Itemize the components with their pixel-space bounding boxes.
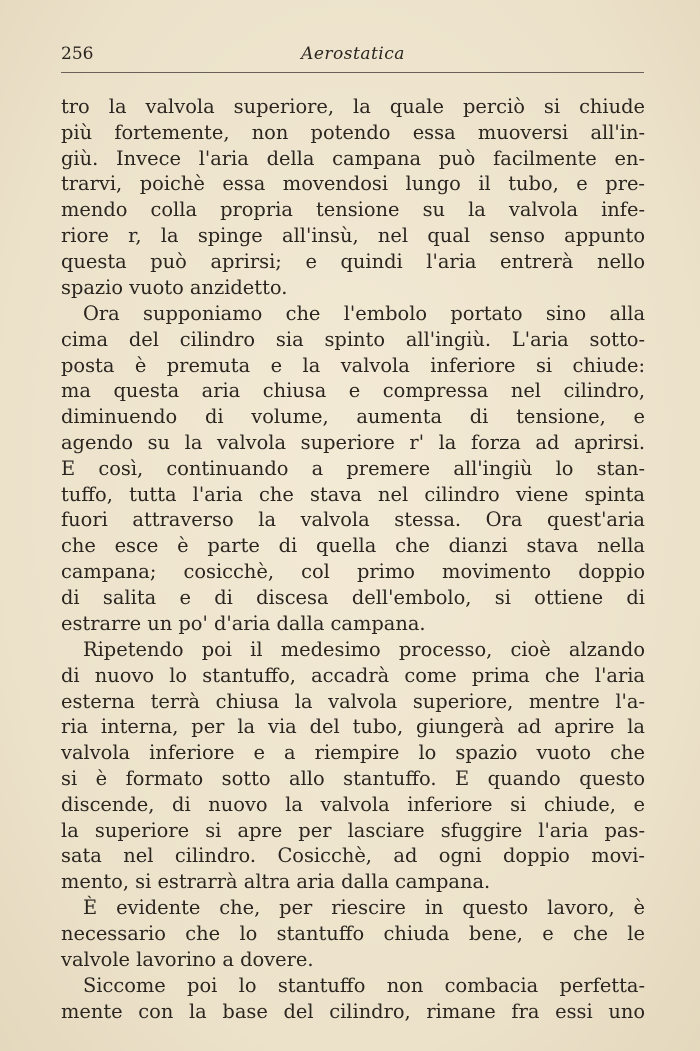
text-line: agendo su la valvola superiore r' la forza ad aprirsi. [61,430,645,454]
text-line: discende, di nuovo la valvola inferiore si chiude, e [61,792,645,816]
text-line: ma questa aria chiusa e compressa nel cilindro, [61,379,645,403]
text-line: di salita e di discesa dell'embolo, si ottiene di [61,585,645,609]
text-line: riore r, la spinge all'insù, nel qual senso appunto [61,223,645,247]
paragraph [61,94,645,300]
paragraph [61,973,645,1025]
body-text [61,94,645,1026]
text-line: Siccome poi lo stantuffo non combacia perfetta- [83,974,645,998]
text-line: giù. Invece l'aria della campana può facilmente en- [61,146,645,170]
text-line: di nuovo lo stantuffo, accadrà come prima che l'aria [61,663,645,687]
text-line: esterna terrà chiusa la valvola superiore, mentre l'a- [61,689,645,713]
text-line: fuori attraverso la valvola stessa. Ora quest'aria [61,508,645,532]
page-header [61,44,645,68]
text-line: più fortemente, non potendo essa muoversi all'in- [61,120,645,144]
text-line: la superiore si apre per lasciare sfuggire l'aria pas- [61,818,645,842]
text-line: sata nel cilindro. Cosicchè, ad ogni doppio movi- [61,844,645,868]
text-line: mendo colla propria tensione su la valvola infe- [61,198,645,222]
text-line: estrarre un po' d'aria dalla campana. [61,611,426,635]
page-number: 256 [61,44,94,64]
text-line: valvole lavorino a dovere. [61,948,314,972]
text-line: E così, continuando a premere all'ingiù lo stan- [61,456,645,480]
paragraph [61,637,645,895]
text-line: tro la valvola superiore, la quale perciò si chiude [61,95,645,118]
header-rule [61,72,644,73]
text-line: trarvi, poichè essa movendosi lungo il tubo, e pre- [61,172,645,196]
text-line: tuffo, tutta l'aria che stava nel cilindro viene spinta [61,482,645,506]
text-line: valvola inferiore e a riempire lo spazio vuoto che [61,741,645,765]
text-line: Ora supponiamo che l'embolo portato sino alla [83,301,645,325]
text-line: mento, si estrarrà altra aria dalla campana. [61,870,491,894]
text-line: che esce è parte di quella che dianzi stava nella [61,534,645,558]
paragraph [61,895,645,972]
text-line: mente con la base del cilindro, rimane fra essi uno [61,1000,645,1024]
text-line: cima del cilindro sia spinto all'ingiù. L'aria sotto- [61,327,645,351]
text-line: spazio vuoto anzidetto. [61,275,288,299]
text-line: ria interna, per la via del tubo, giungerà ad aprire la [61,715,645,739]
paragraph [61,301,645,636]
text-line: si è formato sotto allo stantuffo. E quando questo [61,766,645,790]
text-line: Ripetendo poi il medesimo processo, cioè alzando [83,637,645,661]
text-line: campana; cosicchè, col primo movimento doppio [61,559,645,583]
text-line: questa può aprirsi; e quindi l'aria entrerà nello [61,249,645,273]
text-line: necessario che lo stantuffo chiuda bene, e che le [61,922,645,946]
text-line: È evidente che, per riescire in questo lavoro, è [83,896,645,920]
text-line: posta è premuta e la valvola inferiore si chiude: [61,353,645,377]
running-title: Aerostatica [301,44,405,64]
text-line: diminuendo di volume, aumenta di tensione, e [61,405,645,429]
